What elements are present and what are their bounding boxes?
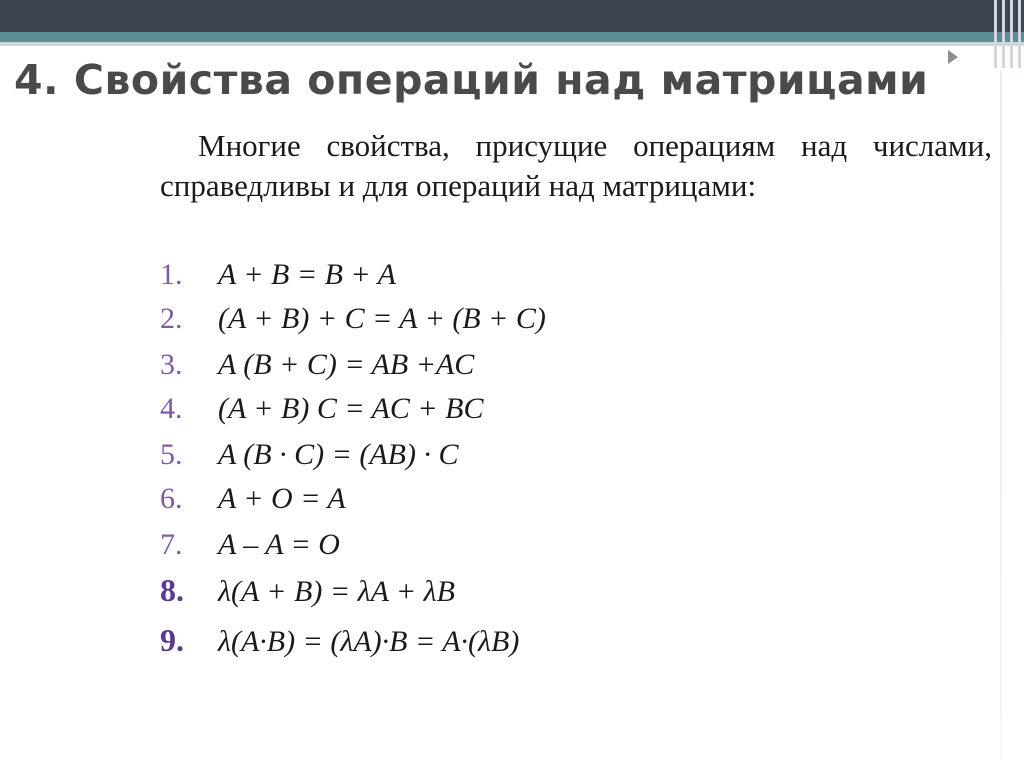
property-item [160, 528, 340, 568]
decor-stripe [1010, 0, 1013, 68]
slide-title: 4. Свойства операций над матрицами [14, 56, 929, 104]
property-number: 3. [160, 348, 183, 381]
property-expression: λ(A + B) = λA + λB [218, 575, 455, 608]
property-number: 7. [160, 528, 183, 561]
property-expression: A (B · C) = (AB) · C [218, 438, 459, 471]
property-item [160, 482, 346, 522]
property-item [160, 258, 396, 298]
property-number: 9. [160, 622, 184, 658]
property-item [160, 438, 458, 478]
property-number: 5. [160, 438, 183, 471]
property-item [160, 302, 546, 342]
property-item [160, 348, 474, 388]
property-expression: (A + B) + C = A + (B + C) [218, 302, 546, 335]
property-number: 2. [160, 302, 183, 335]
page-curl-icon [948, 50, 958, 64]
decor-stripe [994, 0, 997, 68]
property-number: 8. [160, 572, 184, 608]
header-bar-teal [0, 32, 1024, 42]
decor-stripe [1018, 0, 1021, 68]
property-number: 1. [160, 258, 183, 291]
property-item [160, 622, 519, 662]
property-item [160, 572, 455, 612]
property-expression: A + O = A [218, 482, 346, 515]
intro-paragraph: Многие свойства, присущие операциям над числами, справедливы и для операций над матрицами: [160, 128, 992, 203]
decor-stripe [1002, 0, 1005, 68]
property-expression: A – A = O [218, 528, 340, 561]
header-bar-light [0, 42, 1024, 46]
property-number: 6. [160, 482, 183, 515]
header-bar-dark [0, 0, 1024, 32]
property-expression: λ(A·B) = (λA)·B = A·(λB) [218, 625, 520, 658]
property-number: 4. [160, 392, 183, 425]
property-item [160, 392, 483, 432]
property-expression: (A + B) C = AC + BC [218, 392, 484, 425]
page-edge-shadow [1000, 70, 1002, 760]
property-expression: A + B = B + A [218, 258, 396, 291]
property-expression: A (B + C) = AB +AC [218, 348, 475, 381]
